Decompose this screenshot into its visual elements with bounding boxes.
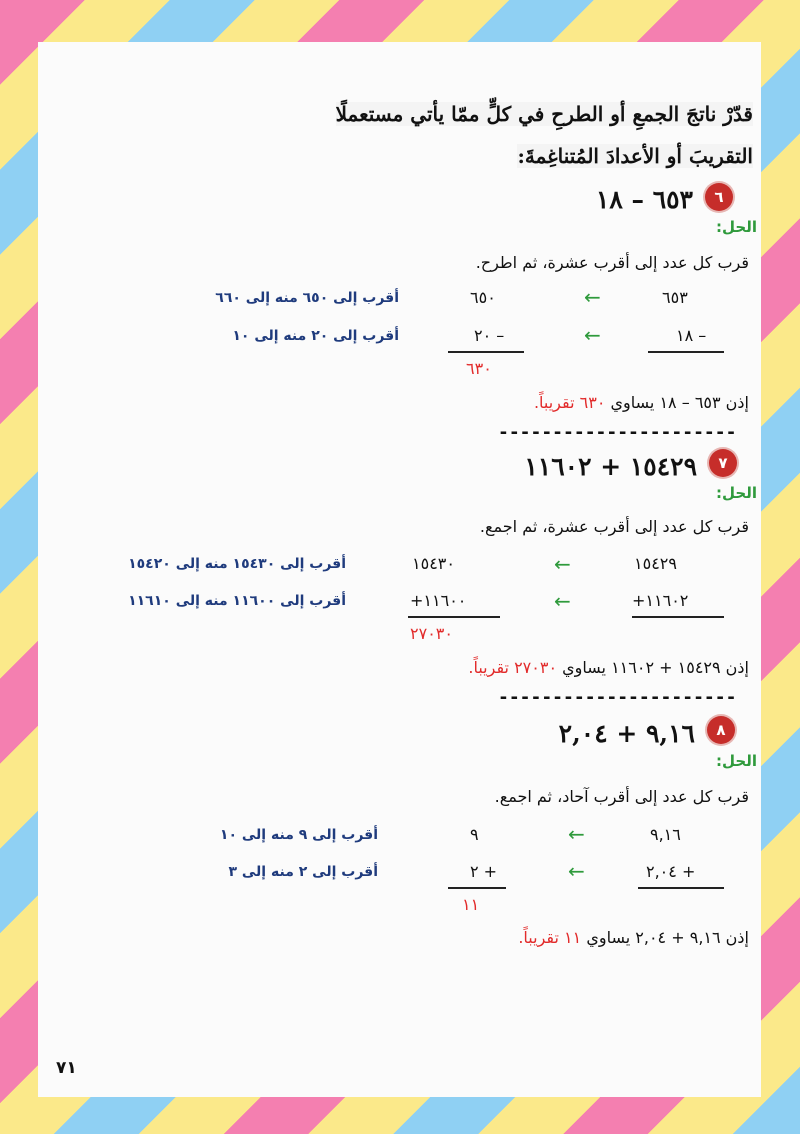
problem-8-rule-rounded — [448, 887, 506, 889]
problem-6-arrow-1: ← — [584, 285, 601, 309]
problem-8-badge: ٨ — [707, 716, 735, 744]
problem-8-arrow-2: ← — [568, 859, 585, 883]
problem-7-result: ٢٧٠٣٠ — [410, 624, 453, 643]
problem-6-conclusion-prefix: إذن ٦٥٣ – ١٨ يساوي — [610, 393, 749, 412]
problem-6-expression: ٦٥٣ – ١٨ — [595, 185, 693, 214]
problem-7-arrow-2: ← — [554, 589, 571, 613]
problem-7-original-2: +١١٦٠٢ — [632, 591, 689, 610]
problem-8-original-2: ٢,٠٤ + — [646, 862, 696, 881]
problem-7-rule-original — [632, 616, 724, 618]
problem-6-result: ٦٣٠ — [466, 359, 492, 378]
problem-6-note-1: أقرب إلى ٦٥٠ منه إلى ٦٦٠ — [215, 290, 399, 306]
problem-8-note-2: أقرب إلى ٢ منه إلى ٣ — [228, 864, 378, 880]
problem-6-note-2: أقرب إلى ٢٠ منه إلى ١٠ — [232, 328, 399, 344]
problem-7-expression: ١٥٤٢٩ + ١١٦٠٢ — [524, 452, 697, 481]
problem-6-original-2: ١٨ – — [676, 326, 707, 345]
instruction-line-2: التقريبَ أو الأعدادَ المُتناغِمةَ: — [517, 144, 753, 168]
problem-7-rule-rounded — [408, 616, 500, 618]
problem-6-rounded-1: ٦٥٠ — [470, 288, 496, 307]
problem-6-original-1: ٦٥٣ — [662, 288, 688, 307]
problem-8-expression: ٩,١٦ + ٢,٠٤ — [558, 719, 695, 748]
worksheet-page — [38, 42, 761, 1097]
problem-6-rule-original — [648, 351, 724, 353]
problem-6-solution-label: الحل: — [716, 218, 757, 236]
problem-8-rounded-2: ٢ + — [470, 862, 498, 881]
problem-8-conclusion-prefix: إذن ٩,١٦ + ٢,٠٤ يساوي — [586, 928, 749, 947]
problem-8-solution-label: الحل: — [716, 752, 757, 770]
problem-7-original-1: ١٥٤٢٩ — [634, 554, 677, 573]
problem-7-note-1: أقرب إلى ١٥٤٣٠ منه إلى ١٥٤٢٠ — [128, 556, 346, 572]
problem-7-rounded-1: ١٥٤٣٠ — [412, 554, 455, 573]
problem-7-conclusion-value: ٢٧٠٣٠ تقريباً. — [468, 658, 558, 677]
problem-8-note-1: أقرب إلى ٩ منه إلى ١٠ — [219, 827, 378, 843]
problem-6-conclusion-value: ٦٣٠ تقريباً. — [533, 393, 606, 412]
problem-7-rounded-2: +١١٦٠٠ — [410, 591, 467, 610]
problem-7-method: قرب كل عدد إلى أقرب عشرة، ثم اجمع. — [479, 517, 749, 536]
problem-7-note-2: أقرب إلى ١١٦٠٠ منه إلى ١١٦١٠ — [128, 593, 346, 609]
problem-8-method: قرب كل عدد إلى أقرب آحاد، ثم اجمع. — [494, 787, 749, 806]
problem-8-conclusion-value: ١١ تقريباً. — [518, 928, 582, 947]
page-number: ٧١ — [56, 1058, 77, 1078]
problem-6-rule-rounded — [448, 351, 524, 353]
problem-8-rule-original — [638, 887, 724, 889]
problem-6-badge: ٦ — [705, 183, 733, 211]
problem-8-arrow-1: ← — [568, 822, 585, 846]
separator-2: ---------------------- — [498, 687, 737, 708]
problem-6-rounded-2: ٢٠ – — [474, 326, 505, 345]
problem-7-badge: ٧ — [709, 449, 737, 477]
problem-7-conclusion — [468, 658, 749, 677]
problem-7-arrow-1: ← — [554, 552, 571, 576]
problem-8-result: ١١ — [462, 895, 480, 914]
problem-6-conclusion — [534, 393, 749, 412]
problem-6-arrow-2: ← — [584, 323, 601, 347]
instruction-line-1: قدّرْ ناتجَ الجمعِ أو الطرحِ في كلٍّ ممّا يأتي مستعملًا — [335, 102, 753, 126]
problem-6-method: قرب كل عدد إلى أقرب عشرة، ثم اطرح. — [475, 253, 749, 272]
problem-8-rounded-1: ٩ — [470, 825, 479, 844]
separator-1: ---------------------- — [498, 422, 737, 443]
problem-8-conclusion — [518, 928, 749, 947]
problem-8-original-1: ٩,١٦ — [650, 825, 681, 844]
problem-7-solution-label: الحل: — [716, 484, 757, 502]
problem-7-conclusion-prefix: إذن ١٥٤٢٩ + ١١٦٠٢ يساوي — [562, 658, 749, 677]
